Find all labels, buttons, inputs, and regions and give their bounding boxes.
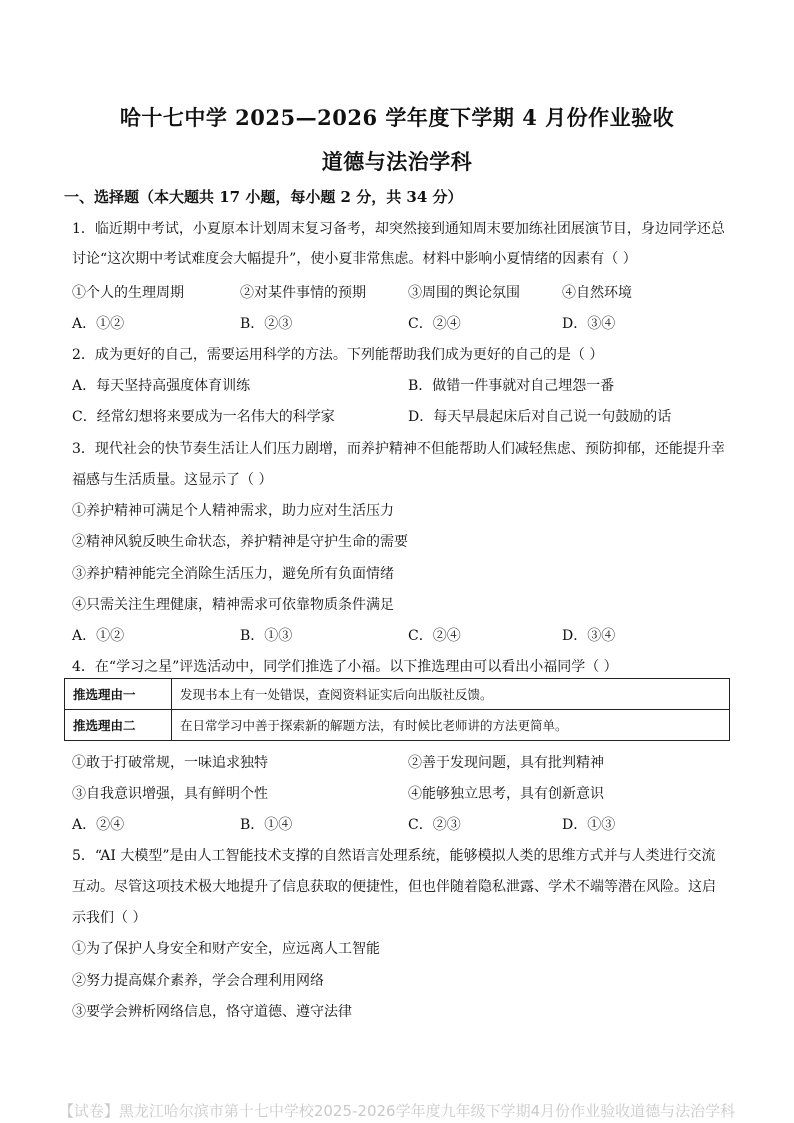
q3-item: ④只需关注生理健康，精神需求可依靠物质条件满足 xyxy=(72,597,394,613)
reason-text: 发现书本上有一处错误，查阅资料证实后向出版社反馈。 xyxy=(172,679,730,710)
q1-option-c: C．②④ xyxy=(408,316,461,332)
q4-item: ②善于发现问题，具有批判精神 xyxy=(408,755,604,771)
q3-stem-line2: 福感与生活质量。这显示了（ ） xyxy=(72,472,273,488)
section-heading: 一、选择题（本大题共 17 小题，每小题 2 分，共 34 分） xyxy=(64,188,463,206)
q4-option-b: B．①④ xyxy=(240,817,293,833)
q2-option-b: B．做错一件事就对自己埋怨一番 xyxy=(408,378,615,394)
q4-item: ④能够独立思考，具有创新意识 xyxy=(408,786,604,802)
q1-stem-line2: 讨论“这次期中考试难度会大幅提升”，使小夏非常焦虑。材料中影响小夏情绪的因素有（ ） xyxy=(72,251,637,267)
q3-option-a: A．①② xyxy=(72,628,125,644)
watermark: 【试卷】黑龙江哈尔滨市第十七中学校2025-2026学年度九年级下学期4月份作业验收道德与法治学科 xyxy=(58,1102,736,1120)
q1-option-a: A．①② xyxy=(72,316,125,332)
table-row xyxy=(65,679,730,710)
q4-item: ①敢于打破常规，一味追求独特 xyxy=(72,755,268,771)
q5-stem-line2: 互动。尽管这项技术极大地提升了信息获取的便捷性，但也伴随着隐私泄露、学术不端等潜在风险。这启 xyxy=(72,879,716,895)
reason-label: 推选理由二 xyxy=(65,710,172,741)
q3-item: ②精神风貌反映生命状态，养护精神是守护生命的需要 xyxy=(72,534,408,550)
q4-reasons-table xyxy=(64,678,730,741)
q5-item: ①为了保护人身安全和财产安全，应远离人工智能 xyxy=(72,941,380,957)
q4-option-d: D．①③ xyxy=(562,817,616,833)
q5-item: ③要学会辨析网络信息，恪守道德、遵守法律 xyxy=(72,1004,352,1020)
q1-stem-line1: 1．临近期中考试，小夏原本计划周末复习备考，却突然接到通知周末要加练社团展演节目，身边同学还总 xyxy=(72,221,725,237)
exam-title: 哈十七中学 2025—2026 学年度下学期 4 月份作业验收 xyxy=(119,105,675,130)
q2-stem: 2．成为更好的自己，需要运用科学的方法。下列能帮助我们成为更好的自己的是（ ） xyxy=(72,347,604,363)
q3-option-c: C．②④ xyxy=(408,628,461,644)
q5-item: ②努力提高媒介素养，学会合理利用网络 xyxy=(72,973,324,989)
q5-stem-line3: 示我们（ ） xyxy=(72,910,147,926)
q2-option-c: C．经常幻想将来要成为一名伟大的科学家 xyxy=(72,409,335,425)
q3-option-d: D．③④ xyxy=(562,628,616,644)
reason-text: 在日常学习中善于探索新的解题方法，有时候比老师讲的方法更简单。 xyxy=(172,710,730,741)
q1-option-d: D．③④ xyxy=(562,316,616,332)
q2-option-d: D．每天早晨起床后对自己说一句鼓励的话 xyxy=(408,409,672,425)
q1-option-b: B．②③ xyxy=(240,316,293,332)
q1-item: ④自然环境 xyxy=(562,285,632,301)
table-row xyxy=(65,710,730,741)
q4-option-a: A．②④ xyxy=(72,817,125,833)
q1-item: ②对某件事情的预期 xyxy=(240,285,366,301)
q2-option-a: A．每天坚持高强度体育训练 xyxy=(72,378,251,394)
subject-title: 道德与法治学科 xyxy=(321,149,473,174)
q3-option-b: B．①③ xyxy=(240,628,293,644)
q4-stem: 4．在“学习之星”评选活动中，同学们推选了小福。以下推选理由可以看出小福同学（ ） xyxy=(72,659,618,675)
reason-label: 推选理由一 xyxy=(65,679,172,710)
q5-stem-line1: 5．“AI 大模型”是由人工智能技术支撑的自然语言处理系统，能够模拟人类的思维方式并与人类进行交流 xyxy=(72,848,716,864)
q1-item: ①个人的生理周期 xyxy=(72,285,184,301)
q3-item: ③养护精神能完全消除生活压力，避免所有负面情绪 xyxy=(72,566,394,582)
q3-stem-line1: 3．现代社会的快节奏生活让人们压力剧增，而养护精神不但能帮助人们减轻焦虑、预防抑郁，还能提升幸 xyxy=(72,441,725,457)
q4-item: ③自我意识增强，具有鲜明个性 xyxy=(72,786,268,802)
q3-item: ①养护精神可满足个人精神需求，助力应对生活压力 xyxy=(72,503,394,519)
q4-option-c: C．②③ xyxy=(408,817,461,833)
q1-item: ③周围的舆论氛围 xyxy=(408,285,520,301)
